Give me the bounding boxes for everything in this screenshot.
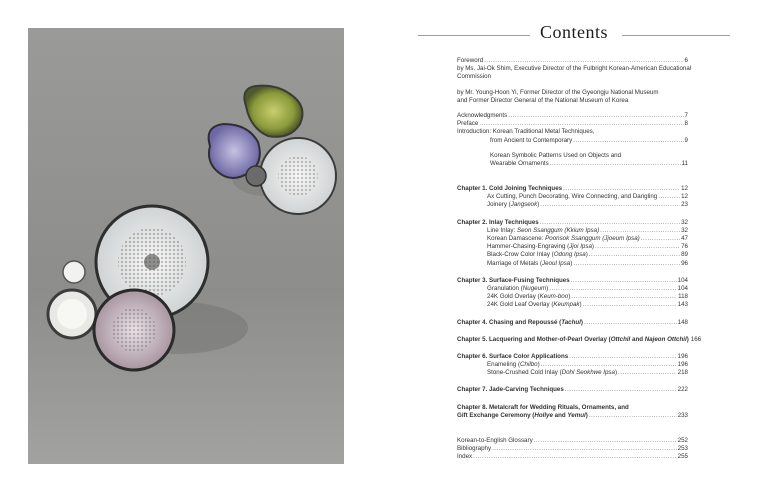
toc-entry-preface: Preface . . . 8	[457, 120, 688, 128]
toc-chapter-2-item: Line Inlay: Seon Ssanggum (Kkium Ipsa) . . . 32	[457, 227, 688, 235]
toc-entry-foreword: Foreword . . . 6	[457, 57, 688, 65]
toc-chapter-6: Chapter 6. Surface Color Applications . . . 196	[457, 353, 688, 361]
toc-entry-symbolic-line1: Korean Symbolic Patterns Used on Objects and	[490, 151, 622, 159]
toc-entry-introduction-sub: from Ancient to Contemporary . . . 9	[457, 137, 688, 145]
toc-chapter-4: Chapter 4. Chasing and Repoussé (Tachul) . . . 148	[457, 319, 688, 327]
toc-entry-index: Index . . . 255	[457, 453, 688, 461]
foreword-author-1: by Ms. Jai-Ok Shim, Executive Director of the Fulbright Korean-American Educational	[457, 65, 692, 73]
toc-chapter-6-item: Stone-Crushed Cold Inlay (Dohl Seokhwe Ipsa) . . . 218	[457, 369, 688, 377]
toc-entry-glossary: Korean-to-English Glossary . . . 252	[457, 437, 688, 445]
title-rule-right	[622, 35, 730, 36]
toc-chapter-3-item: 24K Gold Overlay (Keum-boo) . . . 118	[457, 293, 688, 301]
toc-chapter-3-item: 24K Gold Leaf Overlay (Keumpak) . . . 143	[457, 301, 688, 309]
foreword-author-2: by Mr. Young-Hoon Yi, Former Director of the Gyeongju National Museum	[457, 88, 659, 96]
jewelry-photograph	[28, 28, 344, 464]
toc-chapter-6-item: Enameling (Chilbo) . . . 196	[457, 361, 688, 369]
toc-chapter-2-item: Hammer-Chasing-Engraving (Jjoi Ipsa) . . . 76	[457, 243, 688, 251]
toc-chapter-1-item: Joinery (Jangseok) . . . 23	[457, 201, 688, 209]
toc-chapter-3: Chapter 3. Surface-Fusing Techniques . . . 104	[457, 277, 688, 285]
page-title: Contents	[539, 22, 608, 42]
contents-heading	[418, 22, 730, 48]
toc-chapter-7: Chapter 7. Jade-Carving Techniques . . . 222	[457, 386, 688, 394]
enamel-rings-image	[28, 28, 344, 464]
toc-chapter-8-line2: Gift Exchange Ceremony (Hollye and Yemul) . . . 233	[457, 412, 688, 420]
toc-entry-bibliography: Bibliography . . . 253	[457, 445, 688, 453]
toc-chapter-8-line1: Chapter 8. Metalcraft for Wedding Rituals, Ornaments, and	[457, 403, 629, 411]
foreword-author-1-cont: Commission	[457, 73, 492, 81]
toc-chapter-5: Chapter 5. Lacquering and Mother-of-Pearl Overlay (Ottchil and Najeon Ottchil) 166	[457, 335, 702, 343]
toc-chapter-2-item: Black-Crow Color Inlay (Odong Ipsa) . . . 89	[457, 251, 688, 259]
toc-chapter-2: Chapter 2. Inlay Techniques . . . 32	[457, 219, 688, 227]
toc-chapter-2-item: Korean Damascene: Poonsok Ssanggum (Jjoeum Ipsa) . . . 47	[457, 235, 688, 243]
table-of-contents	[457, 57, 702, 462]
toc-chapter-3-item: Granulation (Nugeum) . . . 104	[457, 285, 688, 293]
toc-chapter-1: Chapter 1. Cold Joining Techniques . . . 12	[457, 185, 688, 193]
toc-chapter-2-item: Marriage of Metals (Jeoul Ipsa) . . . 96	[457, 260, 688, 268]
foreword-author-2-cont: and Former Director General of the National Museum of Korea	[457, 96, 629, 104]
toc-entry-introduction: Introduction: Korean Traditional Metal Techniques,	[457, 128, 595, 136]
toc-chapter-1-item: Ax Cutting, Punch Decorating, Wire Connecting, and Dangling . . . 12	[457, 193, 688, 201]
toc-entry-acknowledgments: Acknowledgments . . . 7	[457, 112, 688, 120]
toc-entry-symbolic-line2: Wearable Ornaments . . . 11	[457, 160, 688, 168]
